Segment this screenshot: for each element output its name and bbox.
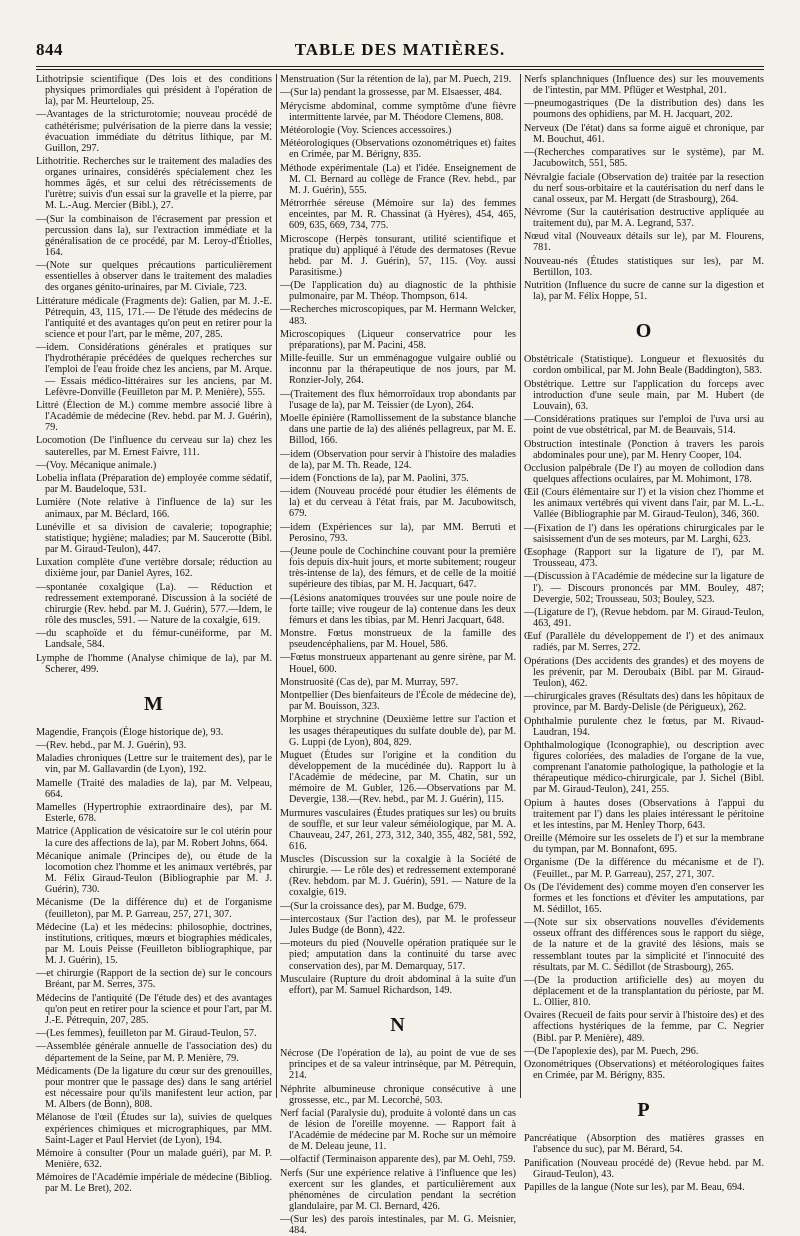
index-entry: Locomotion (De l'influence du cerveau sur la) chez les sauterelles, par M. Ernest Faivre, 111. <box>36 435 272 458</box>
index-entry: Organisme (De la différence du mécanisme et de l'). (Feuillet., par M. P. Garreau), 257, 271, 307. <box>524 857 764 880</box>
index-entry: —chirurgicales graves (Résultats des) dans les hôpitaux de province, par M. Bardy-Delisle (de Périgueux), 262. <box>524 691 765 714</box>
header-rule <box>36 66 764 67</box>
index-entry: —(Fixation de l') dans les opérations chirurgicales par le saisissement d'un de ses moteurs, par M. Larghi, 623. <box>524 522 764 545</box>
index-entry: Névrome (Sur la cautérisation destructive appliquée au traitement du), par M. A. Legrand, 537. <box>524 206 764 230</box>
index-entry: —et chirurgie (Rapport de la section de) sur le concours Bréant, par M. Serres, 375. <box>36 968 272 991</box>
index-entry: Mérycisme abdominal, comme symptôme d'une fièvre intermittente larvée, par M. Théodore Clemens, 808. <box>280 100 516 123</box>
index-entry: Opium à hautes doses (Observations à l'appui du traitement par l') dans les plaies intéressant le péritoine et les intestins, par M. Henley Thorp, 643. <box>524 797 764 831</box>
index-entry: Nerfs (Sur une expérience relative à l'influence que les) exercent sur les glandes, et particulièrement aux phénomènes de circulation pendant la secrétion glandulaire, par M. Cl. Bernard, 426. <box>280 1167 516 1212</box>
index-entry: Matrice (Application de vésicatoire sur le col utérin pour la cure des affections de la), par M. Robert Johns, 664. <box>36 826 272 849</box>
index-entry: Menstruation (Sur la rétention de la), par M. Puech, 219. <box>280 74 512 85</box>
index-entry: Opérations (Des accidents des grandes) et des moyens de les prévenir, par M. Deroubaix (Bibl. par M. Giraud-Teulon), 462. <box>524 655 764 689</box>
index-entry: Luxation complète d'une vertèbre dorsale; réduction au dixième jour, par Daniel Ayres, 162. <box>36 557 272 580</box>
index-entry: —(Voy. Mécanique animale.) <box>36 459 157 471</box>
index-entry: —(Les femmes), feuilleton par M. Giraud-Teulon, 57. <box>36 1028 257 1040</box>
index-entry: Montpellier (Des bienfaiteurs de l'École de médecine de), par M. Bouisson, 323. <box>280 690 516 713</box>
header-rule-double <box>36 69 764 70</box>
index-entry: Météorologiques (Observations ozonométriques et) faites en Crimée, par M. Bérigny, 835. <box>280 138 516 161</box>
index-entry: Mécanisme (De la différence du) et de l'organisme (feuilleton), par M. P. Garreau, 257, 271, 307. <box>36 897 272 920</box>
index-entry: —intercostaux (Sur l'action des), par M. le professeur Jules Budge (de Bonn), 422. <box>280 914 516 937</box>
index-entry: Mille-feuille. Sur un emménagogue vulgaire oublié ou inconnu par la thérapeutique de nos jours, par M. Ronzier-Joly, 264. <box>280 353 516 387</box>
index-entry: —(De l'application du) au diagnostic de la phthisie pulmonaire, par M. Théop. Thompson, 614. <box>280 280 516 303</box>
index-entry: Morphine et strychnine (Deuxième lettre sur l'action et les usages thérapeutiques du sulfate double de), par M. G. Luppi (de Lyon), 804, 829. <box>280 714 516 748</box>
index-entry: Œuf (Parallèle du développement de l') et des animaux radiés, par M. Serres, 272. <box>524 631 764 654</box>
index-entry: Musculaire (Rupture du droit abdominal à la suite d'un effort), par M. Samuel Richardson, 149. <box>280 973 516 996</box>
index-entry: —(Sur la combinaison de l'écrasement par pression et percussion dans la), sur l'extraction immédiate et la généralisation de ce procédé, par M. Leroy-d'Étiolles, 164. <box>36 213 272 258</box>
index-entry: Papilles de la langue (Note sur les), par M. Beau, 694. <box>524 1182 745 1194</box>
index-entry: Mélanose de l'œil (Études sur la), suivies de quelques expériences chimiques et micrographiques, par MM. Saint-Lager et Paul Herviet (de Lyon), 194. <box>36 1112 272 1146</box>
index-entry: Nerfs splanchniques (Influence des) sur les mouvements de l'intestin, par MM. Pflüger et Westphal, 201. <box>524 74 764 97</box>
index-entry: Mémoire à consulter (Pour un malade guéri), par M. P. Menière, 632. <box>36 1147 272 1170</box>
index-entry: Météorologie (Voy. Sciences accessoires.) <box>280 124 452 136</box>
index-entry: —(Rev. hebd., par M. J. Guérin), 93. <box>36 740 187 752</box>
index-entry: Obstruction intestinale (Ponction à travers les parois abdominales pour une), par M. Henry Cooper, 104. <box>524 438 764 461</box>
index-entry: Ozonométriques (Observations) et météorologiques faites en Crimée, par M. Bérigny, 835. <box>524 1059 764 1082</box>
index-entry: Mémoires de l'Académie impériale de médecine (Bibliog. par M. Le Bret), 202. <box>36 1172 272 1195</box>
index-entry: Littré (Élection de M.) comme membre associé libre à l'Académie de médecine (Rev. hebd. par M. J. Guérin), 79. <box>36 399 272 434</box>
index-entry: Nutrition (Influence du sucre de canne sur la digestion et la), par M. Félix Hoppe, 51. <box>524 280 764 303</box>
section-letter-heading: P <box>637 1099 651 1122</box>
index-entry: Nouveau-nés (Études statistiques sur les), par M. Bertillon, 103. <box>524 255 764 278</box>
index-entry: —Recherches microscopiques, par M. Hermann Welcker, 483. <box>280 304 516 327</box>
index-entry: —(Jeune poule de Cochinchine couvant pour la première fois depuis dix-huit jours, et morte subitement; rougeur très-intense de la), des fémurs, et de celle de la moitié supérieure des tibias, par M. H. Jacquart, 647. <box>280 546 516 591</box>
index-entry: Ovaires (Recueil de faits pour servir à l'histoire des) et des affections hystériques de la femme, par C. Negrier (Bibl. par P. Menière), 489. <box>524 1010 764 1044</box>
index-entry: Microscopiques (Liqueur conservatrice pour les préparations), par M. Pacini, 458. <box>280 328 516 351</box>
index-entry: Muscles (Discussion sur la coxalgie à la Société de chirurgie. — Le rôle des) et redressement extemporané (Rev. hebdom. par M. J. Guérin), 591. — Nature de la coxalgie, 619. <box>280 854 516 899</box>
index-entry: Ophthalmie purulente chez le fœtus, par M. Rivaud-Laudran, 194. <box>524 715 764 738</box>
index-entry: —olfactif (Terminaison apparente des), par M. Oehl, 759. <box>280 1154 516 1166</box>
index-entry: Littérature médicale (Fragments de): Galien, par M. J.-E. Pétrequin, 43, 115, 171.— De l'étude des médecins de l'antiquité et des avantages qu'on peut en retirer pour la science et pour l'art, par le même, 207, 285. <box>36 295 272 340</box>
page-header <box>36 40 764 62</box>
index-entry: —idem (Nouveau procédé pour étudier les éléments de la) et du cerveau à l'état frais, par M. Jacubowitsch, 679. <box>280 486 516 520</box>
index-entry: Ophthalmologique (Iconographie), ou description avec figures coloriées, des maladies de l'organe de la vue, comprenant l'anatomie pathologique, la pathologie et la thérapeutique médico-chirurgicale, par J. Sichel (Bibl. par M. Giraud-Teulon), 241, 255. <box>524 739 764 796</box>
index-entry: Mamelle (Traité des maladies de la), par M. Velpeau, 664. <box>36 777 272 800</box>
section-letter-heading: N <box>390 1014 406 1037</box>
index-entry: Nœud vital (Nouveaux détails sur le), par M. Flourens, 781. <box>524 231 764 254</box>
index-entry: Lobelia inflata (Préparation de) employée comme sédatif, par M. Baudeloque, 531. <box>36 473 272 496</box>
index-entry: —idem (Fonctions de la), par M. Paolini, 375. <box>280 472 469 484</box>
section-letter-heading: M <box>144 692 164 715</box>
index-entry: —(De la production artificielle des) au moyen du déplacement et de la transplantation du périoste, par M. L. Ollier, 810. <box>524 974 764 1009</box>
index-entry: —(Note sur six observations nouvelles d'évidements osseux offrant des différences sous le rapport du siège, de la nature et de la gravité des lésions, mais se ressemblant toutes par la simplicité et l'innocuité des résultats, par M. C. Sédillot (de Strasbourg), 265. <box>524 917 764 973</box>
index-entry: —(Traitement des flux hémorroïdaux trop abondants par l'usage de la), par M. Teissier (de Lyon), 264. <box>280 388 516 411</box>
index-columns <box>36 74 765 1236</box>
index-entry: Lithotripsie scientifique (Des lois et des conditions physiques primordiales qui président à l'opération de la), par M. Heurteloup, 25. <box>36 74 272 108</box>
index-entry: Pancréatique (Absorption des matières grasses en l'absence du suc), par M. Bérard, 54. <box>524 1133 764 1156</box>
index-entry: Médecins de l'antiquité (De l'étude des) et des avantages qu'on peut en retirer pour la science et pour l'art, par M. J.-E. Pétrequin, 207, 285. <box>36 992 272 1026</box>
index-entry: Os (De l'évidement des) comme moyen d'en conserver les formes et les fonctions et d'éviter les amputations, par M. Sédillot, 165. <box>524 881 764 915</box>
index-entry: Œil (Cours élémentaire sur l') et la vision chez l'homme et les animaux vertébrés qui vivent dans l'air, par M. L.-L. Vallée (Bibliographie par M. Giraud-Teulon), 346, 360. <box>524 487 764 521</box>
index-entry: Occlusion palpébrale (De l') au moyen de collodion dans quelques affections oculaires, par M. Mohimont, 178. <box>524 462 764 485</box>
index-entry: —Considérations pratiques sur l'emploi de l'uva ursi au point de vue obstétrical, par M. de Beauvais, 514. <box>524 414 764 437</box>
page-number: 844 <box>36 40 63 59</box>
index-entry: Murmures vasculaires (Études pratiques sur les) ou bruits de souffle, et sur leur valeur séméiologique, par M. A. Chauveau, 247, 261, 273, 312, 340, 355, 482, 581, 592, 616. <box>280 807 516 852</box>
index-entry: —(Sur la croissance des), par M. Budge, 679. <box>280 900 467 912</box>
index-entry: Microscope (Herpès tonsurant, utilité scientifique et pratique du) appliqué à l'étude des dermatoses (Revue hebd. par M. J. Guérin), 57, 115. (Voy. aussi Parasitisme.) <box>280 233 516 278</box>
index-entry: Œsophage (Rapport sur la ligature de l'), par M. Trousseau, 473. <box>524 547 764 570</box>
index-entry: Monstre. Fœtus monstrueux de la famille des pseudencéphaliens, par M. Houel, 586. <box>280 628 516 651</box>
index-entry: —du scaphoïde et du fémur-cunéiforme, par M. Landsale, 584. <box>36 628 272 651</box>
index-entry: Obstétrique. Lettre sur l'application du forceps avec introduction d'une seule main, par M. Hubert (de Louvain), 63. <box>524 378 764 412</box>
index-entry: —(Note sur quelques précautions particulièrement essentielles à observer dans le traitement des maladies des organes génito-urinaires, par M. Civiale, 723. <box>36 260 272 294</box>
index-entry: Lymphe de l'homme (Analyse chimique de la), par M. Scherer, 499. <box>36 652 272 675</box>
column-3 <box>524 74 765 1194</box>
index-entry: —Avantages de la stricturotomie; nouveau procédé de cathétérisme; pulvérisation de la pierre dans la vessie; évacuation immédiate du détritus lithique, par M. Guillon, 297. <box>36 109 272 154</box>
index-entry: —(Recherches comparatives sur le système), par M. Jacubowitch, 551, 585. <box>524 147 764 170</box>
index-entry: —moteurs du pied (Nouvelle opération pratiquée sur le pied; amputation dans la continuité du tarse avec conservation des), par M. Demarquay, 517. <box>280 938 516 972</box>
index-entry: —spontanée coxalgique (La). — Réduction et redressement extemporané. Discussion à la société de chirurgie (Rev. hebd. par M. J. Guérin), 577.—Idem, le rôle des muscles, 591. — Nature de la coxalgie, 619. <box>36 581 272 626</box>
index-entry: Muguet (Études sur l'origine et la condition du développement de la mucédinée du). Rapport lu à l'Académie de médecine, par M. Chatin, sur un mémoire de M. Gubler, 126.—Observations par M. Devergie, 138.—(Rev. hebd., par M. J. Guérin), 115. <box>280 749 516 806</box>
index-entry: Lunéville et sa division de cavalerie; topographie; statistique; hygiène; maladies; par M. Saucerotte (Bibl. par M. Giraud-Teulon), 447. <box>36 521 272 555</box>
index-entry: Monstruosité (Cas de), par M. Murray, 597. <box>280 676 459 688</box>
index-entry: Nerf facial (Paralysie du), produite à volonté dans un cas de lésion de l'oreille moyenne. — Rapport fait à l'Académie de médecine par M. Roche sur un mémoire de M. Deleau jeune, 11. <box>280 1107 516 1153</box>
index-entry: Moelle épinière (Ramollissement de la substance blanche dans une partie de la) des aliénés pellagreux, par M. E. Billod, 166. <box>280 413 516 447</box>
index-entry: —idem. Considérations générales et pratiques sur l'hydrothérapie précédées de quelques recherches sur l'emploi de l'eau froide chez les anciens, par M. Arque. — Essais médico-littéraires sur les anciens, par M. Lefèvre-Donville (Feuilleton par M. P. Menière), 555. <box>36 342 272 398</box>
index-entry: —(Ligature de l'), (Revue hebdom. par M. Giraud-Teulon, 463, 491. <box>524 606 764 630</box>
index-entry: Méthode expérimentale (La) et l'idée. Enseignement de M. Cl. Bernard au collège de France (Rev. hebd., par M. J. Guérin), 555. <box>280 162 516 196</box>
index-entry: —(Sur les) des parois intestinales, par M. G. Meisnier, 484. <box>280 1214 516 1236</box>
index-entry: Lumière (Note relative à l'influence de la) sur les animaux, par M. Béclard, 166. <box>36 497 272 520</box>
index-entry: Néphrite albumineuse chronique consécutive à une grossesse, etc., par M. Lecorché, 503. <box>280 1083 516 1106</box>
index-entry: —Fœtus monstrueux appartenant au genre sirène, par M. Houel, 600. <box>280 652 516 675</box>
index-entry: Médecine (La) et les médecins: philosophie, doctrines, institutions, critiques, mœurs et biographies médicales, par M. Louis Peisse (Feuilleton bibliographique, par M. J. Guérin), 15. <box>36 921 272 967</box>
index-entry: Lithotritie. Recherches sur le traitement des maladies des organes urinaires, considérés spécialement chez les hommes âgés, et sur celui des rétrécissements de l'urètre; suivis d'un essai sur la gravelle et la pierre, par M. L.-Aug. Mercier (Bibl.), 27. <box>36 156 272 212</box>
index-entry: Maladies chroniques (Lettre sur le traitement des), par le vin, par M. Gallavardin (de Lyon), 192. <box>36 753 272 776</box>
index-entry: —idem (Observation pour servir à l'histoire des maladies de la), par M. Th. Reade, 124. <box>280 448 516 471</box>
index-entry: Nécrose (De l'opération de la), au point de vue de ses principes et de sa valeur intrinsèque, par M. Pétrequin, 214. <box>280 1048 516 1082</box>
index-entry: —(De l'apoplexie des), par M. Puech, 296. <box>524 1045 699 1057</box>
index-entry: —idem (Expériences sur la), par MM. Berruti et Perosino, 793. <box>280 521 516 544</box>
index-entry: Magendie, François (Éloge historique de), 93. <box>36 726 224 738</box>
index-entry: —(Sur la) pendant la grossesse, par M. Elsaesser, 484. <box>280 87 502 99</box>
column-1 <box>36 74 272 1195</box>
index-entry: Oreille (Mémoire sur les osselets de l') et sur la membrane du tympan, par M. Bonnafont, 695. <box>524 833 764 856</box>
index-entry: Obstétricale (Statistique). Longueur et flexuosités du cordon ombilical, par M. John Beale (Baddington), 583. <box>524 354 764 377</box>
index-entry: Névralgie faciale (Observation de) traitée par la resection du nerf sous-orbitaire et la cautérisation du nerf dans le canal osseux, par M. Hergatt (de Strasbourg), 264. <box>524 171 764 205</box>
index-entry: Panification (Nouveau procédé de) (Revue hebd. par M. Giraud-Teulon), 43. <box>524 1157 764 1180</box>
index-entry: Médicaments (De la ligature du cœur sur des grenouilles, pour montrer que le passage des) dans le sang artériel est nécessaire pour qu'ils manifestent leur action, par M. Albers (de Bonn), 808. <box>36 1065 272 1111</box>
index-entry: —(Lésions anatomiques trouvées sur une poule noire de forte taille; vive rougeur de la) contenue dans les deux fémurs et dans les tibias, par M. Henri Jacquart, 648. <box>280 592 516 626</box>
section-letter-heading: O <box>635 320 653 343</box>
index-entry: —Assemblée générale annuelle de l'association des) du département de la Seine, par M. P. Menière, 79. <box>36 1041 272 1064</box>
index-entry: Mamelles (Hypertrophie extraordinaire des), par M. Esterle, 678. <box>36 802 272 825</box>
index-entry: Métrorrhée séreuse (Mémoire sur la) des femmes enceintes, par M. R. Chassinat (à Hyères), 454, 465, 609, 635, 669, 734, 775. <box>280 198 516 232</box>
index-entry: Mécanique animale (Principes de), ou étude de la locomotion chez l'homme et les animaux vertébrés, par M. Félix Giraud-Teulon (Bibliographie par M. J. Guérin), 730. <box>36 850 272 896</box>
index-entry: Nerveux (De l'état) dans sa forme aiguë et chronique, par M. Bouchut, 461. <box>524 122 764 145</box>
index-entry: —(Discussion à l'Académie de médecine sur la ligature de l'). — Discours prononcés par MM. Bouley, 487; Devergie, 502; Trousseau, 503; Bouley, 523. <box>524 571 764 605</box>
column-2 <box>280 74 516 1236</box>
index-entry: —pneumogastriques (De la distribution des) dans les poumons des ophidiens, par M. H. Jacquart, 202. <box>524 98 764 121</box>
running-title: TABLE DES MATIÈRES. <box>294 40 506 59</box>
